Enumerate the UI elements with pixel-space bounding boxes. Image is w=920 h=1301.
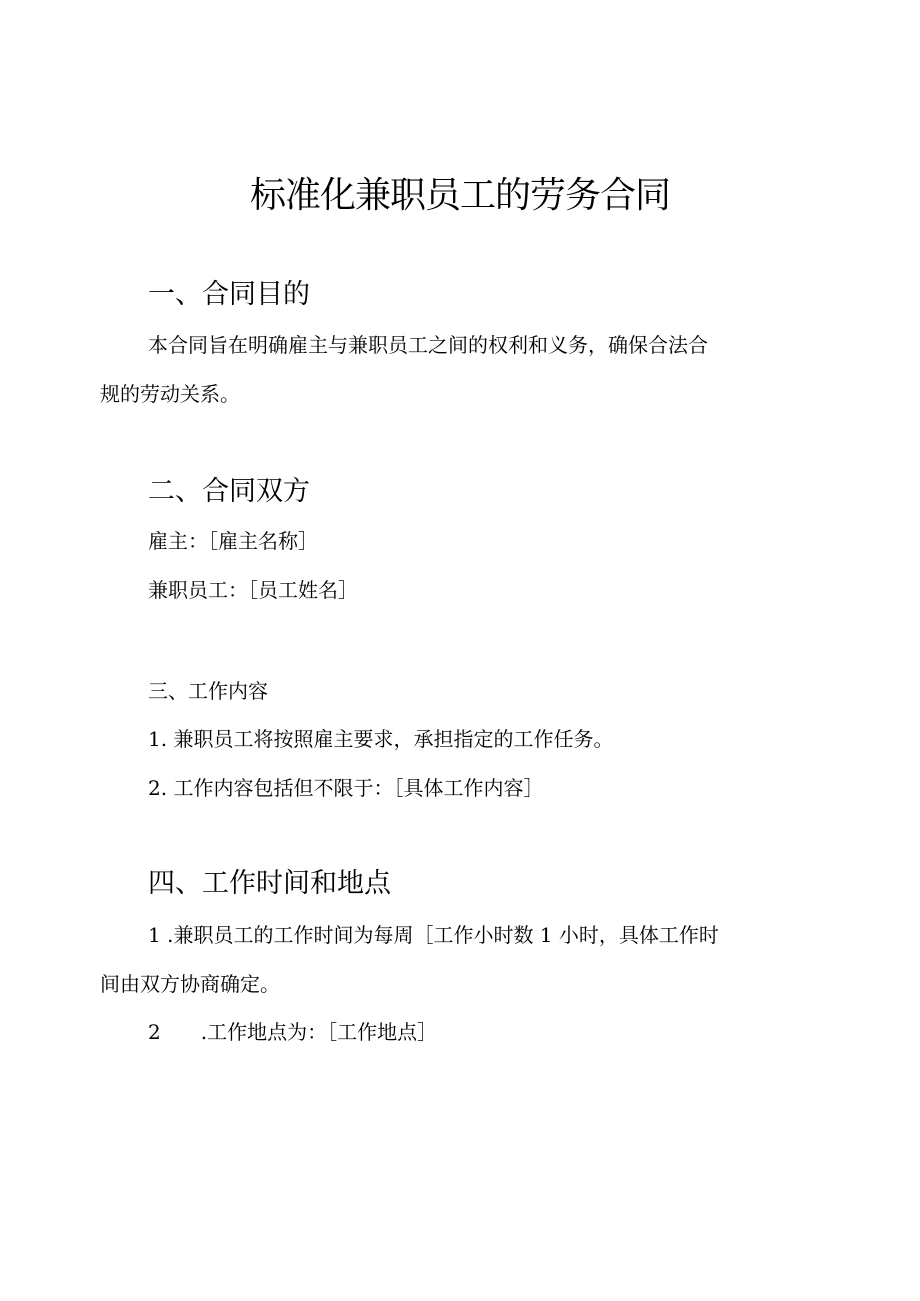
section-purpose-line-2: 规的劳动关系。: [100, 382, 240, 406]
section-parties-employee: 兼职员工：［员工姓名］: [148, 578, 358, 602]
section-work-content-item-1: 1. 兼职员工将按照雇主要求，承担指定的工作任务。: [148, 727, 614, 751]
section-time-location-line-1: 1 .兼职员工的工作时间为每周［工作小时数 1 小时，具体工作时: [148, 923, 719, 947]
document-title: 标准化兼职员工的劳务合同: [249, 175, 670, 216]
section-work-content-item-2: 2. 工作内容包括但不限于：［具体工作内容］: [148, 776, 544, 800]
section-time-location-line-2: 间由双方协商确定。: [100, 972, 280, 996]
section-purpose-line-1: 本合同旨在明确雇主与兼职员工之间的权利和义务，确保合法合: [148, 333, 708, 357]
section-heading-time-location: 四、工作时间和地点: [148, 868, 391, 899]
section-heading-parties: 二、合同双方: [148, 476, 310, 507]
section-heading-work-content: 三、工作内容: [148, 679, 268, 703]
section-time-location-line-3: 2 .工作地点为：［工作地点］: [148, 1020, 438, 1044]
section-parties-employer: 雇主：［雇主名称］: [148, 529, 318, 553]
section-heading-purpose: 一、合同目的: [148, 279, 310, 310]
